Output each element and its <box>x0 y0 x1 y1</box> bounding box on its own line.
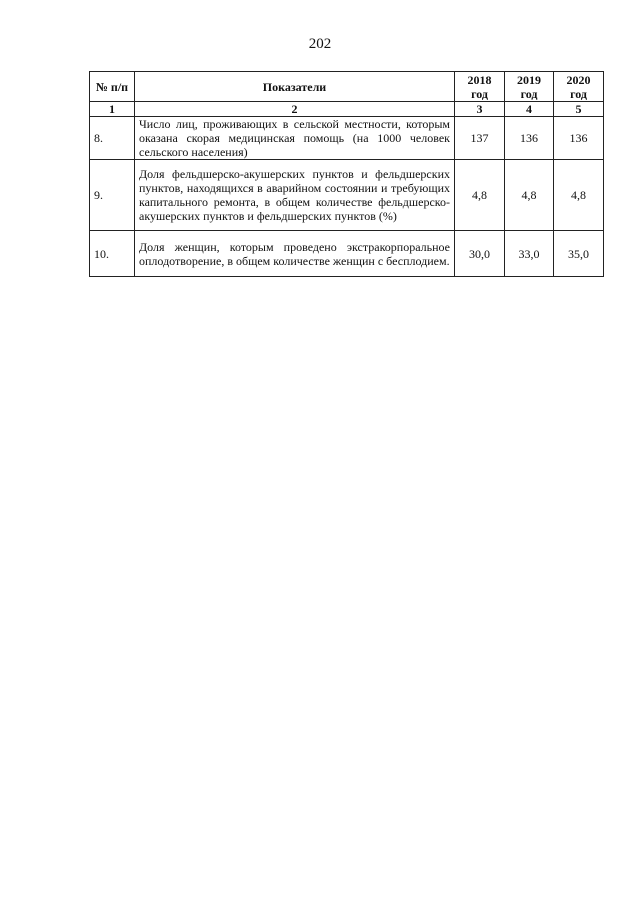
column-number: 4 <box>505 102 554 117</box>
row-value-2018: 4,8 <box>455 160 505 231</box>
row-value-2020: 4,8 <box>554 160 604 231</box>
table-row <box>90 231 604 277</box>
row-value-2018: 30,0 <box>455 231 505 277</box>
table-row <box>90 117 604 160</box>
header-number: № п/п <box>90 72 135 102</box>
row-number: 10. <box>90 231 135 277</box>
row-indicator: Число лиц, проживающих в сельской местности, которым оказана скорая медицинская помощь (на 1000 человек сельского населения) <box>135 117 455 160</box>
page-number: 202 <box>308 36 332 52</box>
header-year-2019: 2019 год <box>505 72 554 102</box>
column-number: 2 <box>135 102 455 117</box>
column-number-row <box>90 102 604 117</box>
row-value-2019: 33,0 <box>505 231 554 277</box>
row-value-2020: 35,0 <box>554 231 604 277</box>
column-number: 3 <box>455 102 505 117</box>
row-number: 9. <box>90 160 135 231</box>
column-number: 5 <box>554 102 604 117</box>
row-indicator: Доля фельдшерско-акушерских пунктов и фельдшерских пунктов, находящихся в аварийном состоянии и требующих капитального ремонта, в общем количестве фельдшерско-акушерских пунктов и фельдшерских пунктов (%) <box>135 160 455 231</box>
table-row <box>90 160 604 231</box>
header-indicators: Показатели <box>135 72 455 102</box>
column-number: 1 <box>90 102 135 117</box>
indicators-table <box>89 71 604 277</box>
row-value-2019: 4,8 <box>505 160 554 231</box>
row-value-2019: 136 <box>505 117 554 160</box>
row-indicator: Доля женщин, которым проведено экстракорпоральное оплодотворение, в общем количестве женщин с бесплодием. <box>135 231 455 277</box>
header-year-2018: 2018 год <box>455 72 505 102</box>
row-value-2020: 136 <box>554 117 604 160</box>
row-value-2018: 137 <box>455 117 505 160</box>
table-header-row <box>90 72 604 102</box>
row-number: 8. <box>90 117 135 160</box>
header-year-2020: 2020 год <box>554 72 604 102</box>
